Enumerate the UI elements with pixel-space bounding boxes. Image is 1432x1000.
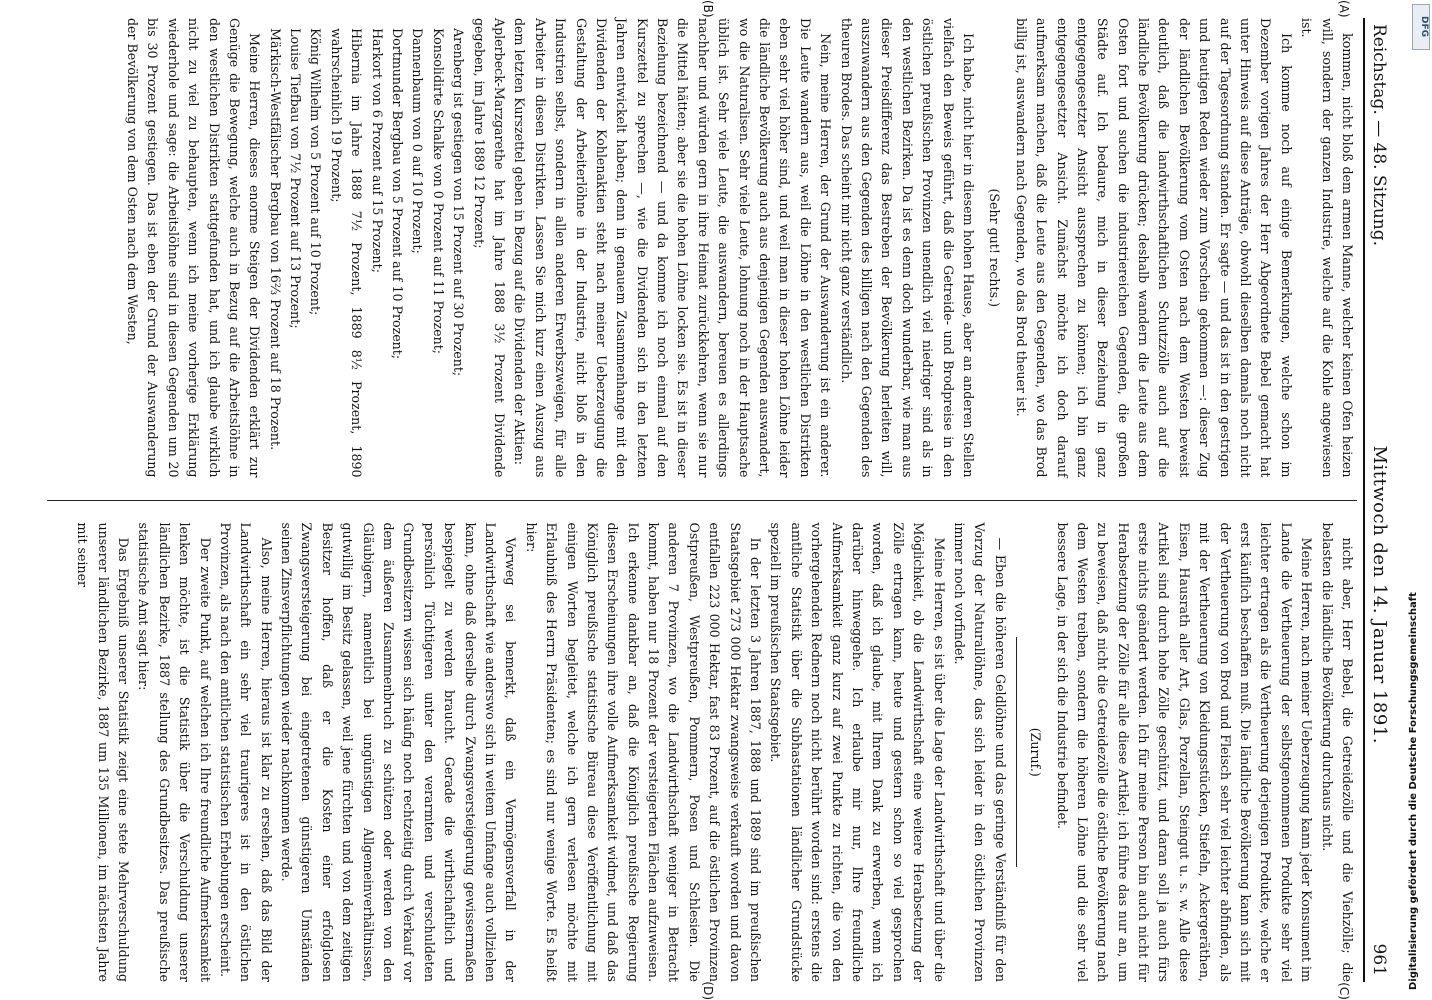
interjection: (Sehr gut! rechts.) [987, 188, 1003, 307]
paragraph: Meine Herren, es ist über die Lage der Landwirthschaft und über die Möglichkeit, ob die Landwirthschaft eine weitere Herabsetzung der Zölle ertragen kann, heute und gestern schon so viel gesprochen worden, daß ich glaube, mit Ihrem Dank zu erwerben, wenn ich darüber hinweggehe. Ich erlaube mir nur, Ihre freundliche Aufmerksamkeit ganz kurz auf zwei Punkte zu richten, die von den vorhergehenden Rednern noch nicht berührt worden sind: erstens die amtliche Statistik über die Subhastationen ländlicher Grundstücke speziell im preußischen Staatsgebiet. [768, 522, 947, 982]
left-paragraphs-2 [509, 18, 978, 478]
section-rule [1016, 637, 1017, 867]
text-columns [47, 0, 1357, 1000]
left-paragraphs [1010, 18, 1357, 478]
list-item: Harkort von 6 Prozent auf 15 Prozent; [369, 28, 385, 273]
paragraph: Das Ergebniß unserer Statistik zeigt eine stete Mehrverschuldung unserer ländlichen Bezirke, 1887 um 135 Millionen, im nächsten Jahre mit seiner [75, 522, 131, 982]
left-paragraphs-3 [122, 18, 265, 478]
list-item: Dannenbaum von 0 auf 10 Prozent; [410, 28, 426, 254]
paragraph: — Eben die höheren Geldlöhne und das geringe Verständniß für den Vorzug der Naturallöhne, das sich leider in den östlichen Provinzen immer noch vorfindet. [951, 522, 1008, 982]
list-item: Louise Tiefbau von 7½ Prozent auf 13 Prozent; [288, 28, 304, 329]
paragraph: Nein, meine Herren, der Grund der Auswanderung ist ein anderer. Die Leute wandern aus, weil die Löhne in den westlichen Distrikten eben sehr viel höher sind, und weil man in dieser hohen Löhne leider die ländliche Bevölkerung auch aus denjenigen Gegenden auswandert, wo die Naturalisen. Sehr viele Leute, lohnung noch in der Hauptsache üblich ist. Sehr viele Leute, die auswandern, bereuen es allerdings nachher und würden gern in ihre Heimat zurückkehren, wenn sie nur die Mittel hätten; aber sie die hohen Löhne locken sie. Es ist in dieser Beziehung bezeichnend — und da komme ich noch einmal auf den Kurszettel zu sprechen —, wie die Dividenden sich in den letzten Jahren entwickelt haben; denn in genauem Zusammenhange mit den Dividenden der Kohlenaktien steht nach meiner Ueberzeugung die Gestaltung der Arbeiterlöhne in der Industrie, nicht bloß in den Industrien selbst, sondern in allen anderen Erwerbszweigen, für alle Arbeiter in diesen Distrikten. Lassen Sie mich kurz einen Auszug aus dem letzten Kurszettel geben in Bezug auf die Dividenden der Aktien: [512, 18, 834, 478]
list-item: Hibernia im Jahre 1888 7½ Prozent, 1889 8½ Prozent, 1890 wahrscheinlich 19 Prozent; [328, 28, 365, 478]
list-item: Arenberg ist gestiegen von 15 Prozent auf 30 Prozent; [451, 28, 467, 377]
margin-mark-b: (B) [701, 0, 715, 18]
dfg-logo: DFG [1412, 4, 1430, 50]
header-left: Reichstag. — 48. Sitzung. [1369, 24, 1389, 247]
header-date: Mittwoch den 14. Januar 1891. [1369, 445, 1390, 744]
list-intro: Aplerbeck-Marzgarethe hat im Jahre 1888 3½ Prozent Dividende gegeben, im Jahre 1889 12 Prozent; [471, 18, 507, 478]
column-divider [47, 500, 1357, 501]
running-head [1363, 18, 1390, 982]
right-paragraphs [1051, 523, 1357, 983]
paragraph: In der letzten 3 Jahren 1887, 1888 und 1889 sind im preußischen Staatsgebiet 273 000 Hektar zwangsweise verkauft worden und davon entfallen 223 000 Hektar, fast 83 Prozent, auf die östlichen Provinzen Ostpreußen, Westpreußen, Pommern, Posen und Schlesien. Die anderen 7 Provinzen, wo die Landwirthschaft weniger in Betracht kommt, haben nur 18 Prozent der versteigerten Flächen aufzuweisen. Ich erkenne dankbar an, daß die Königlich preußische Regierung diesen Erscheinungen ihre volle Aufmerksamkeit widmet, und daß das Königlich preußische statistische Büreau diese Veröffentlichung mit einigen Worten begleitet, welche ich gern verlesen möchte mit Erlaubniß des Herrn Präsidenten; es sind nur wenige Worte. Es heißt hier: [523, 522, 764, 982]
paragraph: Meine Herren, nach meiner Ueberzeugung kann jeder Konsument im Lande die Vertheuerung der selbstgenommenen Produkte sehr viel leichter ertragen als die Vertheuerung derjenigen Produkte, welche er erst käuflich beschaffen muß. Die ländliche Bevölkerung kann sich mit der Vertheuerung von Brod und Fleisch sehr viel leichter abfinden, als mit der Vertheuerung von Kleidungsstücken, Stiefeln, Ackergeräthen, Eisen, Hausrath aller Art, Glas, Porzellan, Steingut u. s. w. Alle diese Artikel sind durch hohe Zölle geschützt, und daran soll ja auch fürs erste nichts geändert werden. Ich für meine Person bin auch nicht für Herabsetzung der Zölle für alle diese Artikel; ich führe das nur an, um zu beweisen, daß nicht die Getreidezölle die östliche Bevölkerung nach dem Westen treiben, sondern die höheren Löhne und die sehr viel bessere Lage, in der sich die Industrie befindet. [1054, 522, 1315, 982]
column-right [47, 522, 1357, 1000]
list-item: Dortmunder Bergbau von 5 Prozent auf 10 Prozent; [390, 28, 406, 360]
margin-mark-d: (D) [701, 981, 715, 1000]
list-item: Konsolidirte Schalke von 0 Prozent auf 11 Prozent; [430, 28, 446, 355]
paragraph: Vorweg sei bemerkt, daß ein Vermögensverfall in der Landwirthschaft wie anderswo sich in weitem Umfange auch vollziehen kann, ohne daß derselbe durch Zwangsversteigerung gewissermaßen bespiegelt zu werden braucht. Gerade die wirthschaftlich und persönlich Tüchtigeren unter den verarmten und verschuldeten Grundbesitzern wissen sich häufig noch rechtzeitig durch Verkauf vor dem äußeren Zusammenbruch zu schützen oder werden von den Gläubigern, namentlich bei ungünstigen Allgemeinverhältnissen, gutwillig im Besitz gelassen, weil jene fürchten und von dem zeitigen Besitzer hoffen, daß er die Kosten einer erfolglosen Zwangsversteigerung bei eingetretenen günstigeren Umständen seinen Zinsverpflichtungen wieder nachkommen werde. [279, 522, 519, 982]
list-item: Märkisch-Westfälischer Bergbau von 16⅔ Prozent auf 18 Prozent. [267, 28, 283, 451]
paragraph: Ich habe, nicht hier in diesem hohen Hause, aber an anderen Stellen vielfach den Beweis geführt, daß die Getreide- und Brodpreise in den östlichen preußischen Provinzen unendlich viel niedriger sind als in den westlichen Bezirken. Da ist es denn doch wunderbar, wie man aus dieser Preisdifferenz das Bestreben der Bevölkerung herleiten will, auszuwandern aus den Gegenden des billigen nach den Gegenden des theuren Brodes. Das scheint mir nicht ganz verständlich. [838, 18, 976, 478]
interjection: (Zuruf.) [1028, 727, 1044, 777]
paragraph: Also, meine Herren, hieraus ist klar zu ersehen, daß das Bild der Landwirthschaft ein sehr viel traurigeres ist in den östlichen Provinzen, als nach den amtlichen statistischen Erhebungen erscheint. [217, 522, 274, 982]
paragraph: Der zweite Punkt, auf welchen ich Ihre freundliche Aufmerksamkeit lenken möchte, ist die Statistik über die Verschuldung unserer ländlichen Bezirke, 1887 stellung des Grundbesitzes. Das preußische statistische Amt sagt hier: [136, 522, 213, 982]
margin-mark-c: (C) [1337, 982, 1351, 1000]
right-paragraphs-2 [72, 523, 1010, 983]
paragraph: kommen, nicht bloß dem armen Manne, welcher keinen Ofen heizen will, sondern der ganzen Industrie, welche auf die Kohle angewiesen ist. [1299, 18, 1355, 478]
column-left [47, 0, 1357, 478]
margin-mark-a: (A) [1337, 0, 1351, 18]
list-item: König Wilhelm von 5 Prozent auf 10 Prozent; [308, 28, 324, 316]
paragraph: Ich komme noch auf einige Bemerkungen, welche schon im Dezember vorigen Jahres der Herr Abgeordnete Bebel gemacht hat unter Hinweis auf diese Anträge, obwohl dieselben damals noch nicht auf der Tagesordnung standen. Er sagte — und das ist in den gestrigen und heutigen Reden wieder zum Vorschein gekommen —: dieser Zug der ländlichen Bevölkerung vom Osten nach dem Westen beweist deutlich, daß die landwirthschaftlichen Schutzzölle auch auf die ländliche Bevölkerung drücken; deshalb wandern die Leute aus dem Osten fort und suchen die industriereichen Gegenden, die großen Städte auf. Ich bedaure, mich in dieser Beziehung in ganz entgegengesetzter Ansicht aussprechen zu können; ich bin ganz entgegengesetzter Ansicht. Zunächst möchte ich doch darauf aufmerksam machen, daß die Leute aus den Gegenden, wo das Brod billig ist, auswandern nach Gegenden, wo das Brod theuer ist. [1013, 18, 1294, 478]
paragraph: Meine Herren, dieses enorme Steigen der Dividenden erklärt zur Genüge die Bewegung, welche auch in Bezug auf die Arbeitslöhne in den westlichen Distrikten stattgefunden hat, und ich glaube wirklich nicht zu viel zu behaupten, wenn ich meine vorherige Erklärung wiederhole und sage: die Arbeitslöhne sind in diesen Gegenden um 20 bis 30 Prozent gestiegen. Das ist eben der Grund der Auswanderung der Bevölkerung von dem Osten nach dem Westen, [124, 18, 263, 478]
dividend-list [264, 18, 468, 478]
paragraph: nicht aber, Herr Bebel, die Getreidezölle und die Viehzölle; die belasten die ländliche Bevölkerung durchaus nicht. [1319, 522, 1355, 982]
digitization-credit: Digitalisierung gefördert durch die Deutsche Forschungsgemeinschaft [1408, 592, 1419, 990]
page-number: 961 [1369, 943, 1389, 976]
